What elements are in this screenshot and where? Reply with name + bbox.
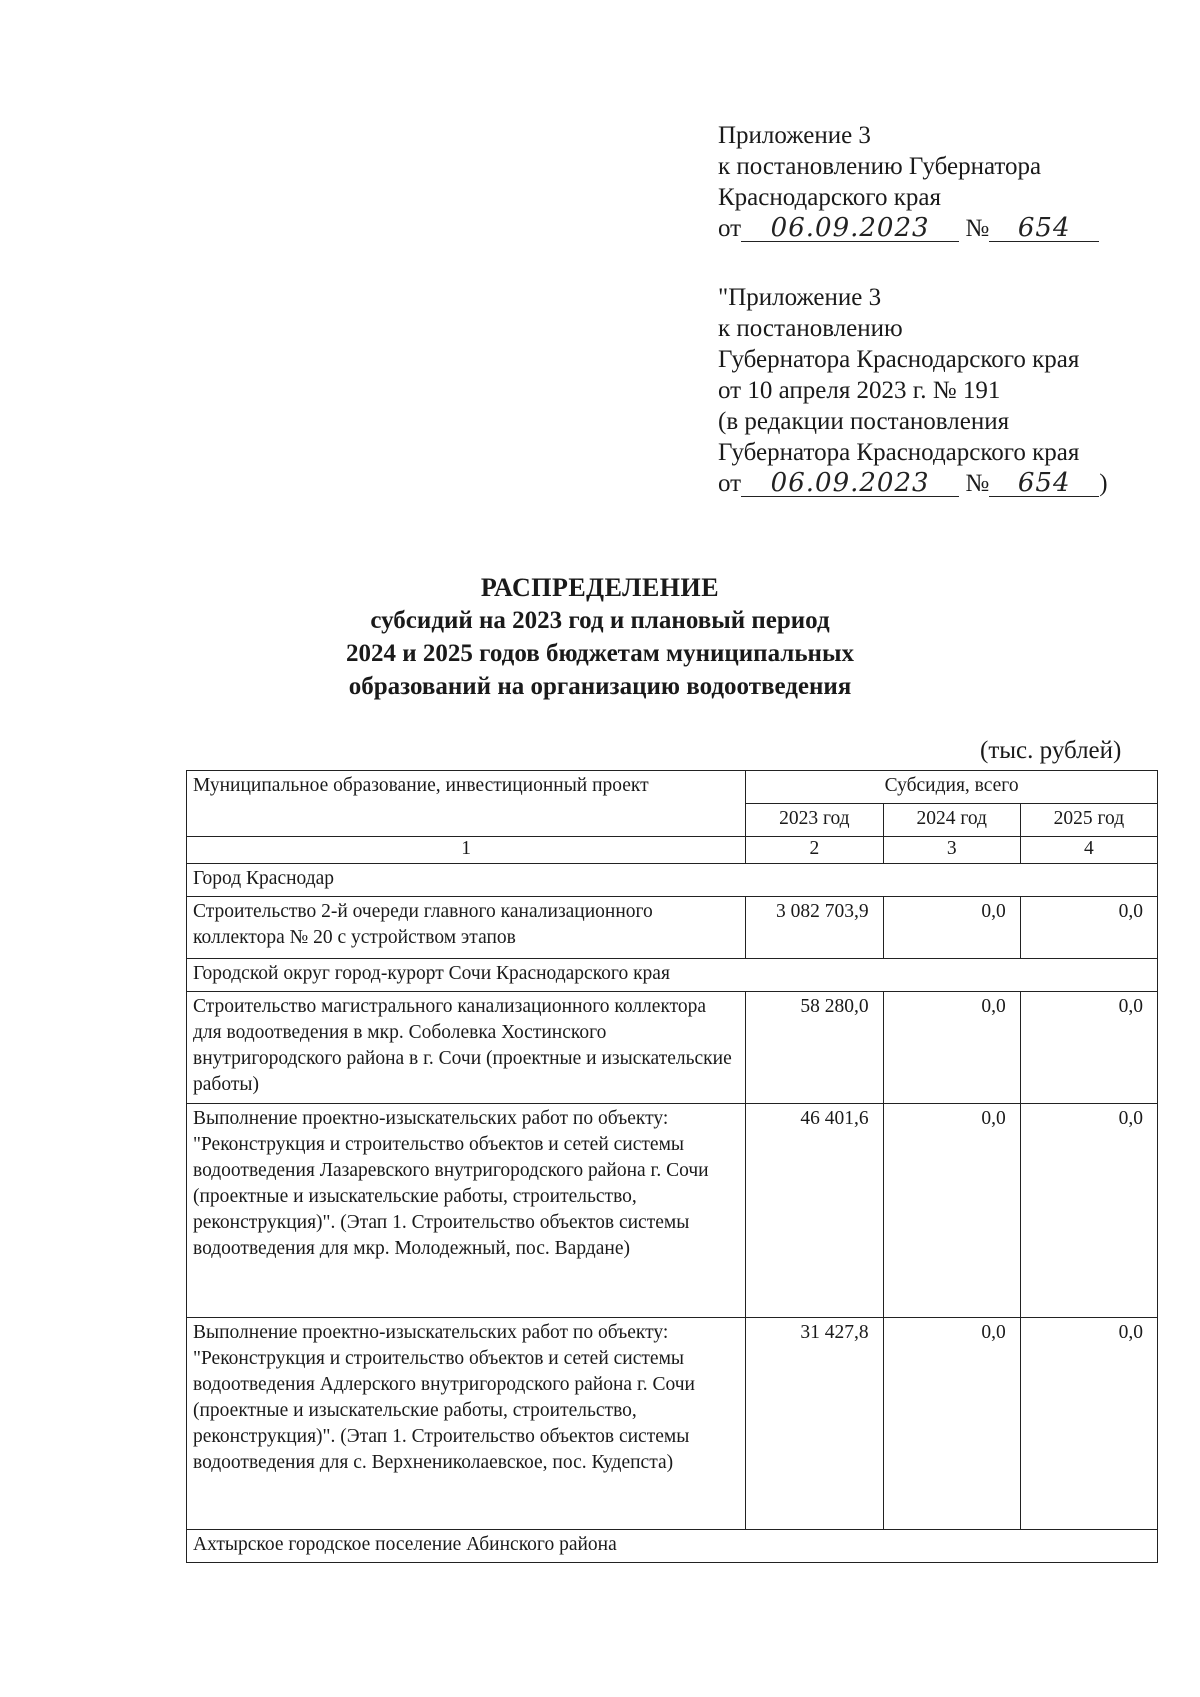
subsidy-2025-value: 0,0 — [1020, 1104, 1157, 1318]
title-line-3: 2024 и 2025 годов бюджетам муниципальных — [346, 640, 854, 667]
header-year-2024: 2024 год — [883, 804, 1020, 837]
municipality-row — [187, 864, 1158, 897]
appendix-title: Приложение 3 — [718, 122, 871, 149]
subsidy-2024-value: 0,0 — [883, 1318, 1020, 1530]
subsidy-table — [186, 770, 1158, 1563]
project-name: Строительство 2-й очереди главного канализационного коллектора № 20 с устройством этапов — [187, 897, 746, 959]
municipality-name: Ахтырское городское поселение Абинского района — [187, 1530, 1158, 1563]
appendix-header-original — [718, 282, 1108, 499]
municipality-row — [187, 959, 1158, 992]
project-row — [187, 992, 1158, 1104]
subsidy-2023-value: 31 427,8 — [746, 1318, 883, 1530]
appendix-orig-date: от 10 апреля 2023 г. № 191 — [718, 377, 1001, 404]
from-label: от — [718, 470, 742, 497]
subsidy-2023-value: 58 280,0 — [746, 992, 883, 1104]
document-title — [200, 571, 1000, 703]
appendix-subtitle: к постановлению Губернатора — [718, 153, 1042, 180]
subsidy-2023-value: 46 401,6 — [746, 1104, 883, 1318]
subsidy-2025-value: 0,0 — [1020, 992, 1157, 1104]
subsidy-2025-value: 0,0 — [1020, 897, 1157, 959]
subsidy-2023-value: 3 082 703,9 — [746, 897, 883, 959]
municipality-name: Город Краснодар — [187, 864, 1158, 897]
closing-paren: ) — [1099, 470, 1108, 497]
project-row — [187, 897, 1158, 959]
number-label: № — [965, 215, 990, 242]
municipality-row — [187, 1530, 1158, 1563]
municipality-name: Городской округ город-курорт Сочи Краснодарского края — [187, 959, 1158, 992]
handwritten-number: 654 — [989, 470, 1099, 497]
header-subsidy-total: Субсидия, всего — [746, 771, 1158, 804]
number-label: № — [965, 470, 990, 497]
project-row — [187, 1104, 1158, 1318]
subsidy-2024-value: 0,0 — [883, 992, 1020, 1104]
column-number: 3 — [883, 837, 1020, 864]
appendix-governor-2: Губернатора Краснодарского края — [718, 439, 1080, 466]
subsidy-2025-value: 0,0 — [1020, 1318, 1157, 1530]
project-name: Выполнение проектно-изыскательских работ по объекту: "Реконструкция и строительство объектов и сетей системы водоотведения Лазаревского внутригородского района г. Сочи (проектные и изыскательские работы, строительство, реконструкция)". (Этап 1. Строительство объектов системы водоотведения для мкр. Молодежный, пос. Вардане) — [187, 1104, 746, 1318]
appendix-header-current — [718, 120, 1099, 244]
column-numbers-row — [187, 837, 1158, 864]
appendix-subtitle: к постановлению — [718, 315, 903, 342]
column-number: 1 — [187, 837, 746, 864]
appendix-date-line — [718, 468, 1108, 499]
from-label: от — [718, 215, 742, 242]
subsidy-2024-value: 0,0 — [883, 1104, 1020, 1318]
appendix-governor: Губернатора Краснодарского края — [718, 346, 1080, 373]
handwritten-date: 06.09.2023 — [741, 470, 959, 497]
appendix-edition: (в редакции постановления — [718, 408, 1010, 435]
header-year-2023: 2023 год — [746, 804, 883, 837]
appendix-region: Краснодарского края — [718, 184, 941, 211]
project-row — [187, 1318, 1158, 1530]
title-heading: РАСПРЕДЕЛЕНИЕ — [480, 573, 720, 602]
column-number: 2 — [746, 837, 883, 864]
units-note: (тыс. рублей) — [980, 737, 1122, 764]
header-municipality: Муниципальное образование, инвестиционный проект — [187, 771, 746, 837]
appendix-title: "Приложение 3 — [718, 284, 882, 311]
header-row — [187, 771, 1158, 804]
title-line-2: субсидий на 2023 год и плановый период — [370, 607, 830, 634]
handwritten-number: 654 — [989, 215, 1099, 242]
title-line-4: образований на организацию водоотведения — [348, 673, 852, 700]
appendix-date-line — [718, 213, 1099, 244]
subsidy-2024-value: 0,0 — [883, 897, 1020, 959]
header-year-2025: 2025 год — [1020, 804, 1157, 837]
project-name: Строительство магистрального канализационного коллектора для водоотведения в мкр. Соболевка Хостинского внутригородского района в г. Сочи (проектные и изыскательские работы) — [187, 992, 746, 1104]
project-name: Выполнение проектно-изыскательских работ по объекту: "Реконструкция и строительство объектов и сетей системы водоотведения Адлерского внутригородского района г. Сочи (проектные и изыскательские работы, строительство, реконструкция)". (Этап 1. Строительство объектов системы водоотведения для с. Верхнениколаевское, пос. Кудепста) — [187, 1318, 746, 1530]
handwritten-date: 06.09.2023 — [741, 215, 959, 242]
column-number: 4 — [1020, 837, 1157, 864]
